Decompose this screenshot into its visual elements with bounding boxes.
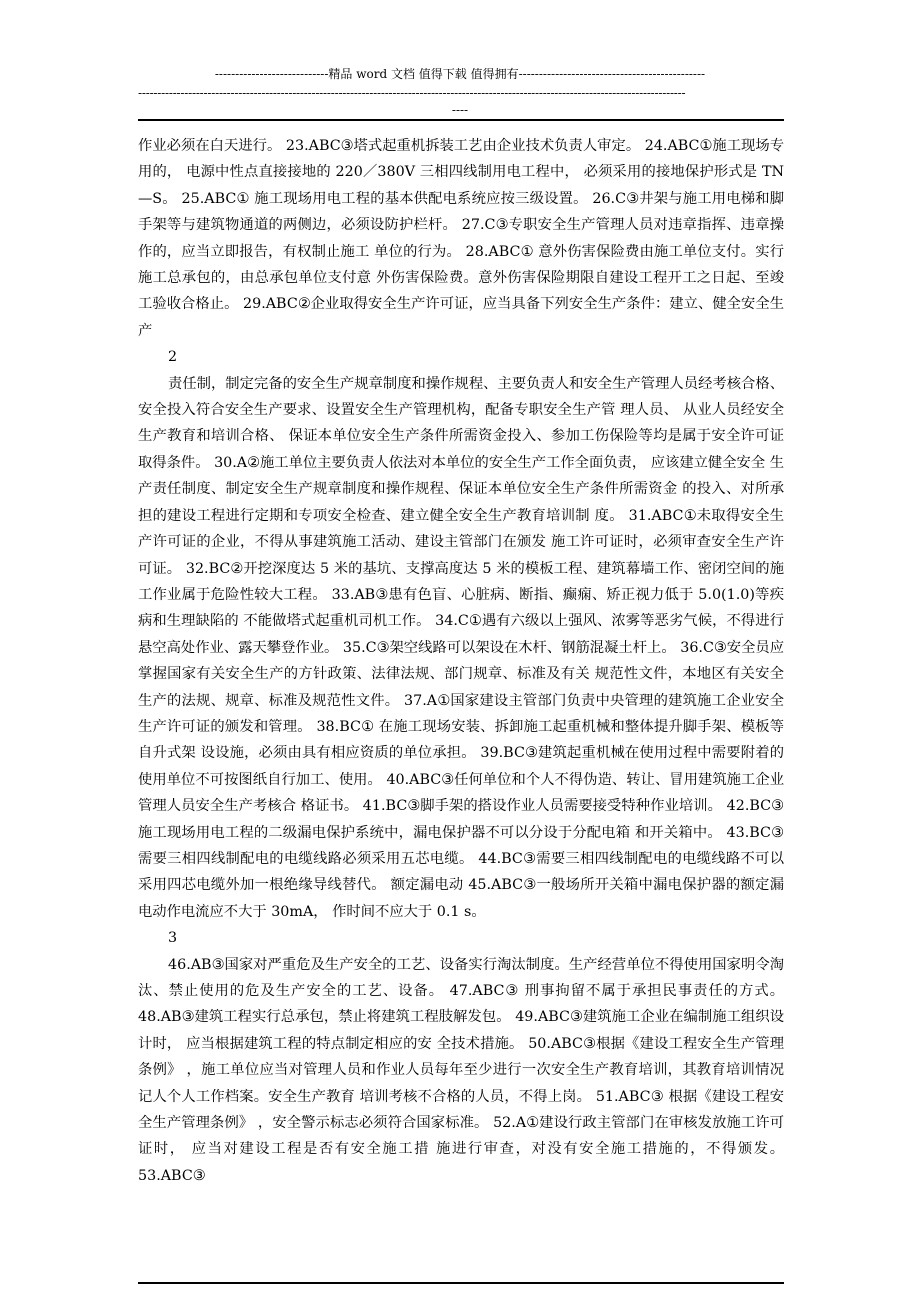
page-number-3: 3 — [168, 930, 178, 947]
header-banner: ----------------------------精品 word 文档 值得下载 值得拥有---------------------------------------------- — [214, 67, 706, 81]
header-rule — [138, 119, 784, 121]
document-body — [138, 133, 784, 1189]
header-dash-tail: ---- — [451, 103, 469, 117]
text-block-3: 46.AB③国家对严重危及生产安全的工艺、设备实行淘汰制度。生产经营单位不得使用国家明令淘汰、禁止使用的危及生产安全的工艺、设备。 47.ABC③ 刑事拘留不属于承担民事责任的方式。 48.AB③建筑工程实行总承包，禁止将建筑工程肢解发包。 49.ABC③建筑施工企业在编制施工组织设计时， 应当根据建筑工程的特点制定相应的安 全技术措施。 50.ABC③根据《建设工程安全生产管理条例》 ，施工单位应当对管理人员和作业人员每年至少进行一次安全生产教育培训，其教育培训情况记人个人工作档案。安全生产教育 培训考核不合格的人员，不得上岗。 51.ABC③ 根据《建设工程安全生产管理条例》 ，安全警示标志必须符合国家标准。 52.A①建设行政主管部门在审核发放施工许可证时， 应当对建设工程是否有安全施工措 施进行审查，对没有安全施工措施的，不得颁发。 53.ABC③ — [138, 956, 784, 1184]
text-block-1: 作业必须在白天进行。 23.ABC③塔式起重机拆装工艺由企业技术负责人审定。 24.ABC①施工现场专用的， 电源中性点直接接地的 220／380V 三相四线制用电工程中， 必须采用的接地保护形式是 TN—S。 25.ABC① 施工现场用电工程的基本供配电系统应按三级设置。 26.C③井架与施工用电梯和脚手架等与建筑物通道的两侧边，必须设防护栏杆。 27.C③专职安全生产管理人员对违章指挥、违章操作的，应当立即报告，有权制止施工 单位的行为。 28.ABC① 意外伤害保险费由施工单位支付。实行施工总承包的，由总承包单位支付意 外伤害保险费。意外伤害保险期限自建设工程开工之日起、至竣工验收合格止。 29.ABC②企业取得安全生产许可证，应当具备下列安全生产条件：建立、健全安全生产 — [138, 138, 784, 339]
text-block-2: 责任制，制定完备的安全生产规章制度和操作规程、主要负责人和安全生产管理人员经考核合格、安全投入符合安全生产要求、设置安全生产管理机构，配备专职安全生产管 理人员、 从业人员经安全生产教育和培训合格、 保证本单位安全生产条件所需资金投入、参加工伤保险等均是属于安全许可证取得条件。 30.A②施工单位主要负责人依法对本单位的安全生产工作全面负责， 应该建立健全安全 生产责任制度、制定安全生产规章制度和操作规程、保证本单位安全生产条件所需资金 的投入、对所承担的建设工程进行定期和专项安全检查、建立健全安全生产教育培训制 度。 31.ABC①未取得安全生产许可证的企业，不得从事建筑施工活动、建设主管部门在颁发 施工许可证时，必须审查安全生产许可证。 32.BC②开挖深度达 5 米的基坑、支撑高度达 5 米的模板工程、建筑幕墙工作、密闭空间的施工作业属于危险性较大工程。 33.AB③患有色盲、心脏病、断指、癫痫、矫正视力低于 5.0(1.0)等疾病和生理缺陷的 不能做塔式起重机司机工作。 34.C①遇有六级以上强风、浓雾等恶劣气候，不得进行悬空高处作业、露天攀登作业。 35.C③架空线路可以架设在木杆、钢筋混凝土杆上。 36.C③安全员应掌握国家有关安全生产的方针政策、法律法规、部门规章、标准及有关 规范性文件，本地区有关安全生产的法规、规章、标准及规范性文件。 37.A①国家建设主管部门负责中央管理的建筑施工企业安全生产许可证的颁发和管理。 38.BC① 在施工现场安装、拆卸施工起重机械和整体提升脚手架、模板等自升式架 设设施，必须由具有相应资质的单位承担。 39.BC③建筑起重机械在使用过程中需要附着的使用单位不可按图纸自行加工、使用。 40.ABC③任何单位和个人不得伪造、转让、冒用建筑施工企业管理人员安全生产考核合 格证书。 41.BC③脚手架的搭设作业人员需要接受特种作业培训。 42.BC③施工现场用电工程的二级漏电保护系统中，漏电保护器不可以分设于分配电箱 和开关箱中。 43.BC③需要三相四线制配电的电缆线路必须采用五芯电缆。 44.BC③需要三相四线制配电的电缆线路不可以采用四芯电缆外加一根绝缘导线替代。 额定漏电动 45.ABC③一般场所开关箱中漏电保护器的额定漏电动作电流应不大于 30mA， 作时间不应大于 0.1 s。 — [138, 375, 784, 920]
header-dash-line: ---------------------------------------------------------------------------------------------------------------------------------------------- — [138, 86, 686, 100]
page-number-2: 2 — [168, 349, 178, 366]
footer-rule — [138, 1282, 784, 1284]
